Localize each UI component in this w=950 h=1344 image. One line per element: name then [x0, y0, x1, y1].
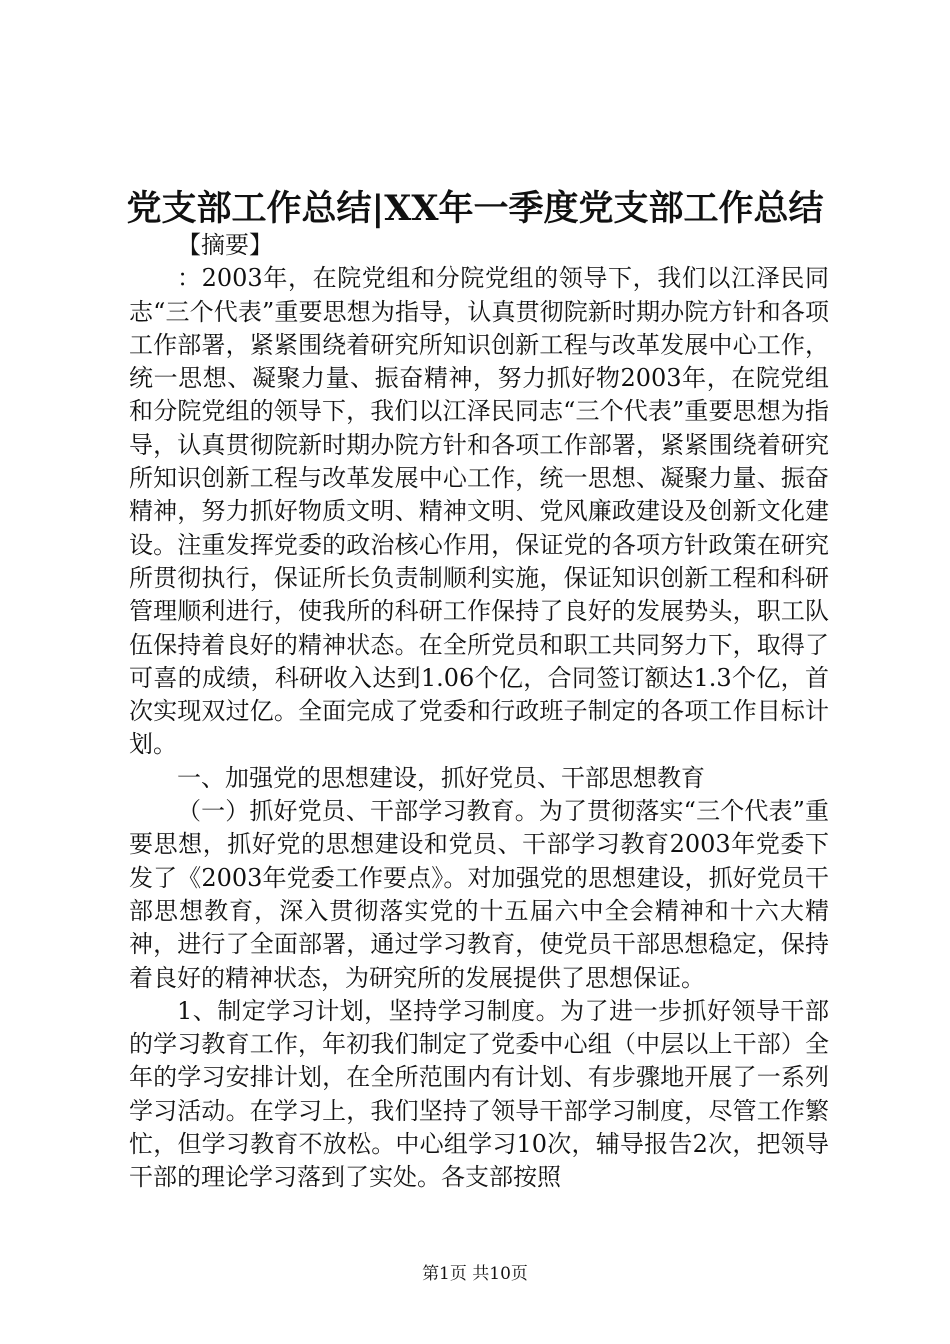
- document-body: [129, 229, 829, 1195]
- paragraph-abstract: ：2003年，在院党组和分院党组的领导下，我们以江泽民同志“三个代表”重要思想为指导，认真贯彻院新时期办院方针和各项工作部署，紧紧围绕着研究所知识创新工程与改革发展中心工作，统一思想、凝聚力量、振奋精神，努力抓好物2003年，在院党组和分院党组的领导下，我们以江泽民同志“三个代表”重要思想为指导，认真贯彻院新时期办院方针和各项工作部署，紧紧围绕着研究所知识创新工程与改革发展中心工作，统一思想、凝聚力量、振奋精神，努力抓好物质文明、精神文明、党风廉政建设及创新文化建设。注重发挥党委的政治核心作用，保证党的各项方针政策在研究所贯彻执行，保证所长负责制顺利实施，保证知识创新工程和科研管理顺利进行，使我所的科研工作保持了良好的发展势头，职工队伍保持着良好的精神状态。在全所党员和职工共同努力下，取得了可喜的成绩，科研收入达到1.06个亿，合同签订额达1.3个亿，首次实现双过亿。全面完成了党委和行政班子制定的各项工作目标计划。: [129, 264, 829, 759]
- section-heading: 一、加强党的思想建设，抓好党员、干部思想教育: [177, 763, 705, 792]
- page-number-footer: 第1页 共10页: [422, 1264, 528, 1284]
- paragraph-subsection-1: （一）抓好党员、干部学习教育。为了贯彻落实“三个代表”重要思想，抓好党的思想建设和党员、干部学习教育2003年党委下发了《2003年党委工作要点》。对加强党的思想建设，抓好党员干部思想教育，深入贯彻落实党的十五届六中全会精神和十六大精神，进行了全面部署，通过学习教育，使党员干部思想稳定，保持着良好的精神状态，为研究所的发展提供了思想保证。: [129, 797, 829, 992]
- abstract-label: 【摘要】: [177, 231, 273, 259]
- paragraph-item-1: 1、制定学习计划，坚持学习制度。为了进一步抓好领导干部的学习教育工作，年初我们制定了党委中心组（中层以上干部）全年的学习安排计划，在全所范围内有计划、有步骤地开展了一系列学习活动。在学习上，我们坚持了领导干部学习制度，尽管工作繁忙，但学习教育不放松。中心组学习10次，辅导报告2次，把领导干部的理论学习落到了实处。各支部按照: [129, 996, 829, 1192]
- document-title: 党支部工作总结|XX年一季度党支部工作总结: [126, 188, 824, 229]
